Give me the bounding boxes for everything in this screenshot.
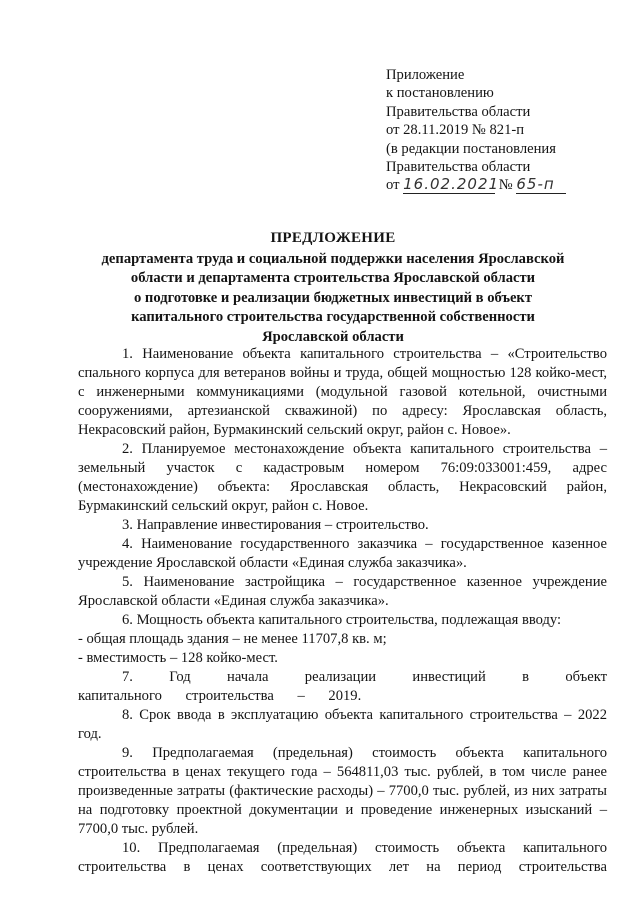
list-item: - общая площадь здания – не менее 11707,8 кв. м; bbox=[78, 631, 387, 647]
title-line: департамента труда и социальной поддержки населения Ярославской bbox=[101, 250, 565, 267]
header-line: к постановлению bbox=[386, 85, 494, 102]
title-line: капитального строительства государственной собственности bbox=[131, 309, 535, 326]
paragraph-9: 9. Предполагаемая (предельная) стоимость объекта капитального строительства в ценах текущего года – 564811,03 тыс. рублей, в том числе ранее произведенные затраты (фактические расходы) – 7700,0 тыс. рублей, из них затраты на подготовку проектной документации и проведение инженерных изысканий – 7700,0 тыс. рублей. bbox=[78, 745, 607, 837]
header-line: Приложение bbox=[386, 67, 465, 83]
paragraph-1: 1. Наименование объекта капитального строительства – «Строительство спального корпуса для ветеранов войны и труда, общей мощностью 128 койко-мест, с инженерными коммуникациями (модульной газовой котельной, очистными сооружениями, артезианской скважиной) по адресу: Ярославская область, Некрасовский район, Бурмакинский сельский округ, район с. Новое». bbox=[78, 346, 607, 438]
paragraph-3: 3. Направление инвестирования – строительство. bbox=[122, 517, 429, 533]
handwritten-number-text: 65-п bbox=[516, 175, 555, 194]
handwritten-date-text: 16.02.2021 bbox=[403, 175, 500, 194]
handwritten-number bbox=[516, 176, 566, 194]
paragraph-6: 6. Мощность объекта капитального строительства, подлежащая вводу: bbox=[122, 612, 562, 628]
paragraph-4: 4. Наименование государственного заказчика – государственное казенное учреждение Ярославской области «Единая служба заказчика». bbox=[78, 536, 607, 571]
title-line: о подготовке и реализации бюджетных инвестиций в объект bbox=[133, 289, 533, 306]
document-body bbox=[78, 345, 607, 877]
paragraph-7: 7. Год начала реализации инвестиций в объект капитального строительства – 2019. bbox=[78, 669, 607, 704]
paragraph-2: 2. Планируемое местонахождение объекта капитального строительства – земельный участок с кадастровым номером 76:09:033001:459, адрес (местонахождение) объекта: Ярославская область, Некрасовский район, Бурмакинский сельский округ, район с. Новое. bbox=[78, 441, 607, 514]
number-prefix: № bbox=[498, 177, 513, 194]
header-line: Правительства области bbox=[386, 159, 531, 176]
title-line: Ярославской области bbox=[262, 328, 404, 345]
header-line: от 28.11.2019 № 821-п bbox=[386, 122, 525, 139]
header-date-line bbox=[386, 176, 616, 194]
date-prefix: от bbox=[386, 177, 400, 194]
paragraph-8: 8. Срок ввода в эксплуатацию объекта капитального строительства – 2022 год. bbox=[78, 707, 607, 742]
list-item: - вместимость – 128 койко-мест. bbox=[78, 650, 278, 666]
document-title bbox=[90, 229, 576, 348]
paragraph-5: 5. Наименование застройщика – государственное казенное учреждение Ярославской области «Единая служба заказчика». bbox=[78, 574, 607, 609]
paragraph-10: 10. Предполагаемая (предельная) стоимость объекта капитального строительства в ценах соответствующих лет на период строительства bbox=[78, 840, 607, 875]
header-line: (в редакции постановления bbox=[386, 140, 556, 157]
header-line: Правительства области bbox=[386, 103, 531, 120]
approval-header bbox=[386, 66, 616, 195]
handwritten-date bbox=[403, 175, 500, 194]
title-main: ПРЕДЛОЖЕНИЕ bbox=[270, 230, 396, 246]
title-line: области и департамента строительства Ярославской области bbox=[130, 270, 536, 287]
